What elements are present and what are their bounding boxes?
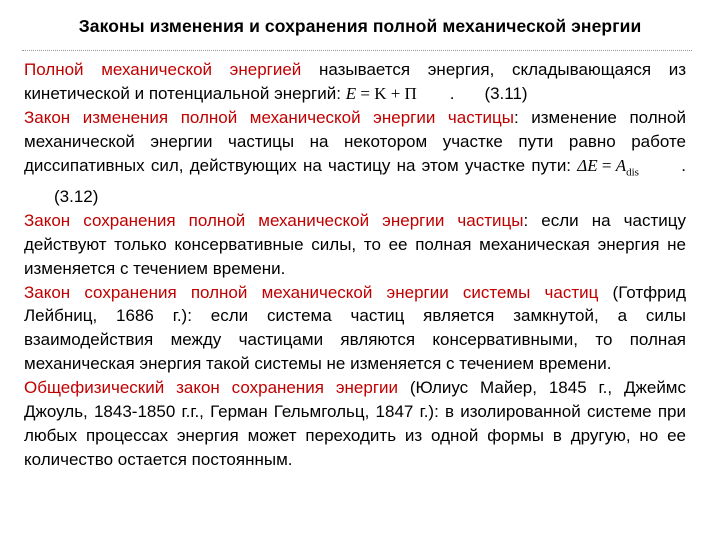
- equation-number: (3.12): [54, 186, 99, 206]
- law-text: : изменение полной механической энергии частицы на некотором участке пути равно работе диссипативных сил, действующих на частицу на этом участке пути:: [24, 107, 686, 175]
- term-system-conservation-law: Закон сохранения полной механической энергии системы частиц: [24, 282, 599, 302]
- paragraph-mechanical-energy: [24, 58, 686, 106]
- paragraph-particle-conservation-law: [24, 209, 686, 281]
- equation-number: (3.11): [484, 83, 528, 103]
- term-general-conservation-law: Общефизический закон сохранения энергии: [24, 378, 399, 398]
- law-text: : если на частицу действуют только консервативные силы, то ее полная механическая энергия не изменяется с течением времени.: [24, 210, 687, 278]
- formula-lhs: E: [345, 83, 357, 103]
- term-particle-conservation-law: Закон сохранения полной механической энергии частицы: [24, 210, 524, 230]
- formula-3-11: [346, 82, 450, 106]
- paragraph-system-conservation-law: [24, 281, 686, 377]
- title-divider: [22, 50, 692, 51]
- term-mechanical-energy: Полной механической энергией: [24, 60, 302, 79]
- law-text: (Юлиус Майер, 1845 г., Джеймс Джоуль, 1843-1850 г.г., Герман Гельмгольц, 1847 г.): в изолированной системе при любых процессах энергия может переходить из одной формы в другую, но ее количество остается постоянным.: [24, 378, 686, 469]
- formula-equals: =: [597, 155, 616, 175]
- term-energy-change-law: Закон изменения полной механической энергии частицы: [24, 107, 514, 127]
- definition-text: называется энергия, складывающаяся из кинетической и потенциальной энергий:: [24, 60, 686, 103]
- formula-rhs: A: [615, 155, 627, 175]
- formula-subscript: dis: [626, 166, 639, 179]
- formula-period: .: [681, 155, 686, 175]
- paragraph-energy-change-law: [24, 106, 686, 209]
- formula-lhs: ΔE: [577, 155, 598, 175]
- formula-3-12: [577, 154, 681, 185]
- formula-period: .: [449, 83, 455, 103]
- paragraph-general-conservation-law: [24, 376, 686, 472]
- formula-rhs: K + Π: [374, 83, 417, 103]
- slide-title: Законы изменения и сохранения полной механической энергии: [78, 16, 642, 36]
- formula-equals: =: [356, 83, 375, 103]
- law-text: (Готфрид Лейбниц, 1686 г.): если система частиц является замкнутой, а силы взаимодействия между частицами являются консервативными, то полная механическая энергия такой системы не изменяется с течением времени.: [24, 282, 686, 374]
- slide-body: [24, 58, 686, 472]
